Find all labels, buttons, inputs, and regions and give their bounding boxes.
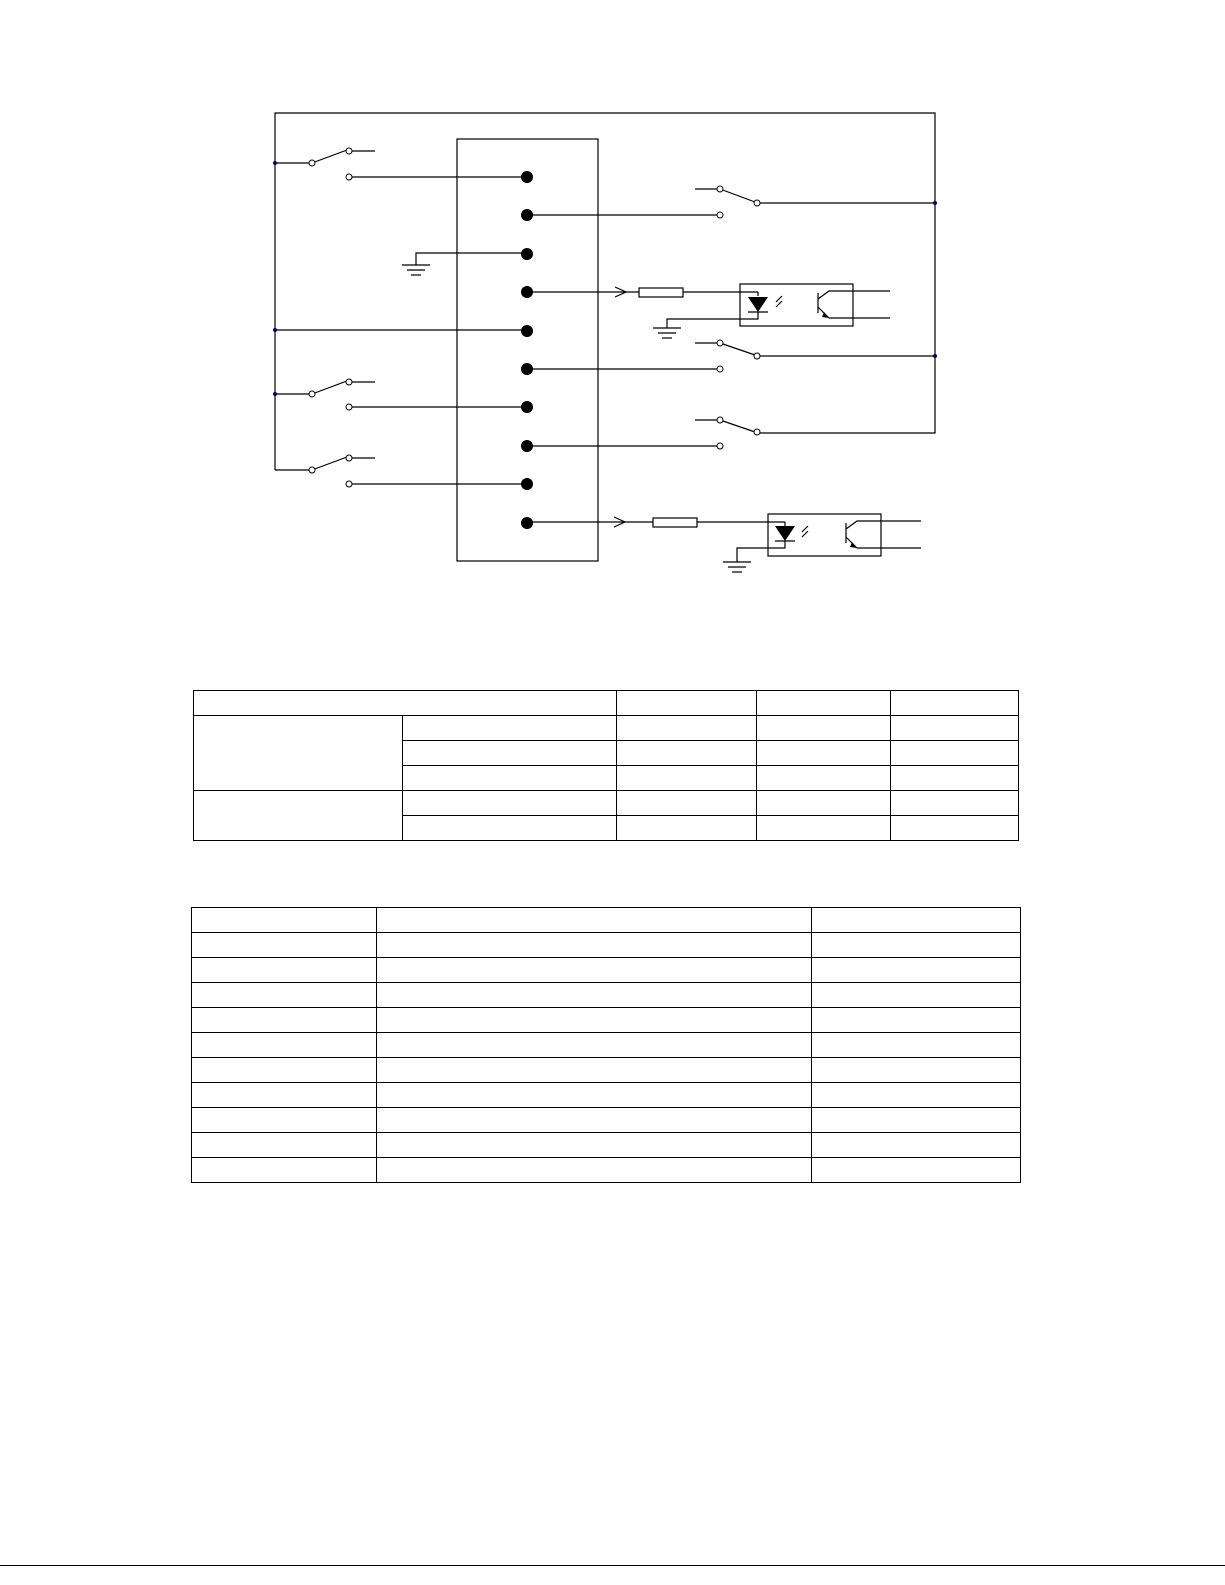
table-cell <box>812 908 1021 933</box>
table-cell <box>377 1058 812 1083</box>
table-cell <box>403 766 617 791</box>
table-cell <box>812 1058 1021 1083</box>
table-cell <box>757 691 891 716</box>
terminal-dot <box>521 363 533 375</box>
terminal-dot <box>521 401 533 413</box>
table-cell <box>812 958 1021 983</box>
table-cell <box>192 1158 377 1183</box>
table-cell <box>192 1058 377 1083</box>
table-cell <box>192 983 377 1008</box>
table-row <box>192 958 1021 983</box>
table-cell <box>812 1133 1021 1158</box>
table-row <box>194 691 1019 716</box>
wire <box>416 253 527 265</box>
table-cell <box>194 716 403 791</box>
table-cell <box>194 691 617 716</box>
table-cell <box>403 716 617 741</box>
terminal-dot <box>521 209 533 221</box>
table-cell <box>891 691 1019 716</box>
switch-icon <box>527 343 935 369</box>
table-cell <box>757 716 891 741</box>
table-cell <box>192 1108 377 1133</box>
table-cell <box>891 766 1019 791</box>
table-row <box>192 1058 1021 1083</box>
table-cell <box>812 1108 1021 1133</box>
table-2 <box>191 907 1021 1183</box>
table-cell <box>617 741 757 766</box>
table-cell <box>757 741 891 766</box>
table-row <box>192 908 1021 933</box>
table-cell <box>617 766 757 791</box>
table-cell <box>192 908 377 933</box>
table-cell <box>192 1133 377 1158</box>
table-cell <box>891 741 1019 766</box>
table-cell <box>812 1158 1021 1183</box>
terminal-dot <box>521 171 533 183</box>
terminal-dot <box>521 440 533 452</box>
terminal-dot <box>521 286 533 298</box>
table-cell <box>757 766 891 791</box>
table-cell <box>617 791 757 816</box>
table-row <box>192 1008 1021 1033</box>
terminal-dot <box>521 478 533 490</box>
table-cell <box>617 716 757 741</box>
table-cell <box>812 1083 1021 1108</box>
table-row <box>194 791 1019 816</box>
table-cell <box>377 1083 812 1108</box>
table-1 <box>193 690 1019 841</box>
table-cell <box>377 958 812 983</box>
table-cell <box>617 691 757 716</box>
table-cell <box>377 1008 812 1033</box>
table-cell <box>757 791 891 816</box>
optocoupler-icon <box>737 514 921 562</box>
table-cell <box>377 1033 812 1058</box>
table-row <box>192 1108 1021 1133</box>
table-cell <box>192 933 377 958</box>
ground-icon <box>402 265 430 275</box>
table-row <box>192 1083 1021 1108</box>
table-cell <box>194 791 403 841</box>
table-cell <box>891 716 1019 741</box>
ground-icon <box>723 562 751 572</box>
table-cell <box>192 958 377 983</box>
switch-icon <box>527 189 935 215</box>
terminal-dot <box>521 248 533 260</box>
table-cell <box>403 816 617 841</box>
table-cell <box>403 741 617 766</box>
switch-icon <box>527 420 755 446</box>
table-cell <box>812 983 1021 1008</box>
wiring-schematic <box>0 0 1225 600</box>
terminal-dot <box>521 517 533 529</box>
table-cell <box>757 816 891 841</box>
resistor-icon <box>527 287 758 297</box>
table-row <box>194 716 1019 741</box>
table-row <box>192 933 1021 958</box>
resistor-icon <box>527 517 785 527</box>
table-cell <box>192 1008 377 1033</box>
ground-icon <box>653 328 681 338</box>
table-cell <box>617 816 757 841</box>
table-row <box>192 1133 1021 1158</box>
terminal-dot <box>521 325 533 337</box>
table-cell <box>812 933 1021 958</box>
table-cell <box>377 908 812 933</box>
table-cell <box>192 1033 377 1058</box>
table-cell <box>377 1133 812 1158</box>
table-cell <box>812 1008 1021 1033</box>
table-cell <box>377 983 812 1008</box>
terminal-block <box>457 139 598 561</box>
table-row <box>192 1158 1021 1183</box>
table-cell <box>891 816 1019 841</box>
table-row <box>192 983 1021 1008</box>
optocoupler-icon <box>667 284 890 328</box>
table-cell <box>377 1108 812 1133</box>
table-row <box>192 1033 1021 1058</box>
table-cell <box>377 1158 812 1183</box>
table-cell <box>812 1033 1021 1058</box>
table-cell <box>891 791 1019 816</box>
footer-rule <box>0 1565 1225 1566</box>
table-cell <box>377 933 812 958</box>
table-cell <box>192 1083 377 1108</box>
table-cell <box>403 791 617 816</box>
